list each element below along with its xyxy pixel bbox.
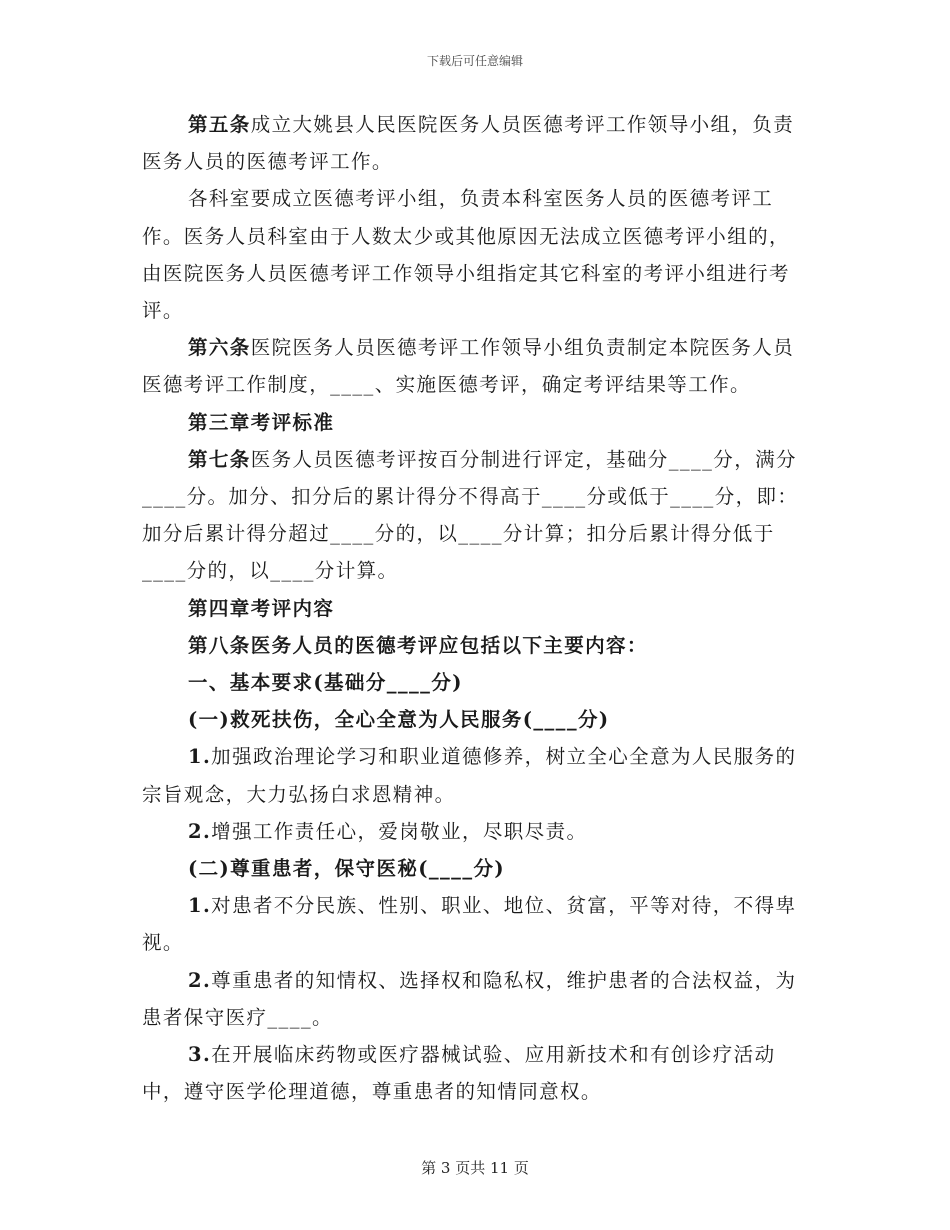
chapter-heading [142, 590, 808, 627]
list-item [142, 887, 808, 961]
paragraph-text: 尊重患者的知情权、选择权和隐私权，维护患者的合法权益，为患者保守医疗____。 [142, 968, 797, 1029]
paragraph-lead: (一)救死扶伤，全心全意为人民服务(____分) [188, 708, 610, 732]
list-number: 1. [188, 745, 212, 769]
list-number: 2. [188, 819, 212, 843]
paragraph-text: 医务人员医德考评按百分制进行评定，基础分____分，满分____分。加分、扣分后的累计得分不得高于____分或低于____分，即：加分后累计得分超过____分的，以____分计算；扣分后累计得分低于____分的，以____分计算。 [142, 447, 799, 583]
paragraph-lead: 第四章考评内容 [188, 596, 335, 620]
page-footer: 第 3 页共 11 页 [421, 1159, 529, 1177]
list-number: 2. [188, 968, 212, 992]
paragraph-text: 增强工作责任心，爱岗敬业，尽职尽责。 [211, 819, 588, 843]
paragraph-lead: 第八条医务人员的医德考评应包括以下主要内容： [188, 633, 648, 657]
paragraph-lead: 一、基本要求(基础分____分) [188, 671, 463, 695]
paragraph-text: 医院医务人员医德考评工作领导小组负责制定本院医务人员医德考评工作制度，____、实施医德考评，确定考评结果等工作。 [142, 336, 795, 397]
list-item [142, 962, 808, 1036]
page-header: 下载后可任意编辑 [426, 54, 523, 68]
paragraph [142, 106, 808, 180]
paragraph-text: 成立大姚县人民医院医务人员医德考评工作领导小组，负责医务人员的医德考评工作。 [142, 113, 795, 174]
subsection-heading [142, 850, 808, 887]
article-heading [142, 627, 808, 664]
list-number: 1. [188, 894, 212, 918]
paragraph-text: 加强政治理论学习和职业道德修养，树立全心全意为人民服务的宗旨观念，大力弘扬白求恩精神。 [142, 745, 797, 806]
document-body [142, 106, 808, 1110]
paragraph-lead: (二)尊重患者，保守医秘(____分) [188, 857, 506, 881]
list-item [142, 813, 808, 850]
paragraph-lead: 第五条 [188, 113, 251, 136]
paragraph-lead: 第七条 [188, 447, 251, 471]
paragraph-lead: 第六条 [188, 336, 251, 360]
list-item [142, 1036, 808, 1110]
subsection-heading [142, 701, 808, 738]
paragraph-text: 对患者不分民族、性别、职业、地位、贫富，平等对待，不得卑视。 [142, 894, 797, 955]
list-item [142, 738, 808, 812]
paragraph [142, 180, 808, 329]
section-heading [142, 664, 808, 701]
paragraph-text: 各科室要成立医德考评小组，负责本科室医务人员的医德考评工作。医务人员科室由于人数太少或其他原因无法成立医德考评小组的，由医院医务人员医德考评工作领导小组指定其它科室的考评小组进行考评。 [142, 187, 790, 323]
list-number: 3. [188, 1043, 212, 1067]
paragraph-lead: 第三章考评标准 [188, 410, 335, 434]
paragraph [142, 441, 808, 590]
chapter-heading [142, 404, 808, 441]
paragraph-text: 在开展临床药物或医疗器械试验、应用新技术和有创诊疗活动中，遵守医学伦理道德，尊重患者的知情同意权。 [142, 1043, 776, 1104]
paragraph [142, 329, 808, 403]
